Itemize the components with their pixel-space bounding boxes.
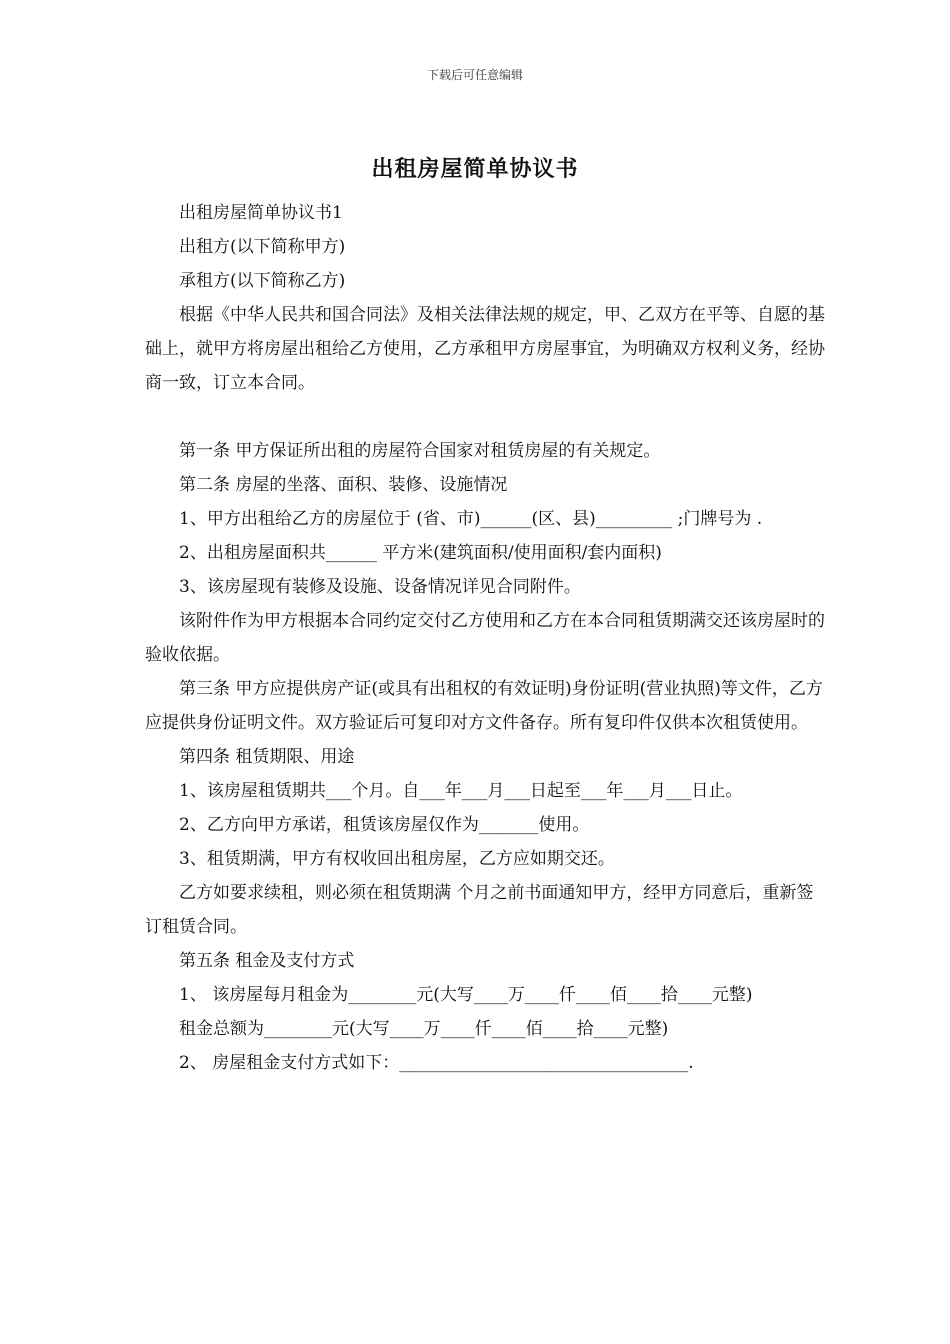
article-2-heading: 第二条 房屋的坐落、面积、装修、设施情况 xyxy=(179,475,508,495)
paragraph: 租金总额为________元(大写____万____仟____佰____拾____元整) xyxy=(179,1019,669,1039)
blank-line xyxy=(145,400,825,434)
paragraph: 出租房屋简单协议书1 xyxy=(179,203,343,223)
paragraph: 3、租赁期满，甲方有权收回出租房屋，乙方应如期交还。 xyxy=(179,849,615,869)
article-5-heading: 第五条 租金及支付方式 xyxy=(179,951,355,971)
paragraph: 出租方(以下简称甲方) xyxy=(179,237,346,257)
paragraph: 3、该房屋现有装修及设施、设备情况详见合同附件。 xyxy=(179,577,581,597)
paragraph: 1、该房屋租赁期共___个月。自___年___月___日起至___年___月___日止。 xyxy=(179,781,743,801)
paragraph: 1、甲方出租给乙方的房屋位于 (省、市)______(区、县)_________ ;门牌号为 . xyxy=(179,509,763,529)
paragraph: 2、 房屋租金支付方式如下：__________________________________. xyxy=(179,1053,694,1073)
header-note: 下载后可任意编辑 xyxy=(426,68,523,82)
document-title: 出租房屋简单协议书 xyxy=(371,156,579,182)
paragraph: 该附件作为甲方根据本合同约定交付乙方使用和乙方在本合同租赁期满交还该房屋时的验收依据。 xyxy=(145,611,825,665)
article-1: 第一条 甲方保证所出租的房屋符合国家对租赁房屋的有关规定。 xyxy=(179,441,661,461)
paragraph: 承租方(以下简称乙方) xyxy=(179,271,346,291)
paragraph: 1、 该房屋每月租金为________元(大写____万____仟____佰____拾____元整) xyxy=(179,985,753,1005)
paragraph: 2、出租房屋面积共______ 平方米(建筑面积/使用面积/套内面积) xyxy=(179,543,662,563)
paragraph: 2、乙方向甲方承诺，租赁该房屋仅作为_______使用。 xyxy=(179,815,590,835)
article-3: 第三条 甲方应提供房产证(或具有出租权的有效证明)身份证明(营业执照)等文件，乙方应提供身份证明文件。双方验证后可复印对方文件备存。所有复印件仅供本次租赁使用。 xyxy=(145,679,823,733)
paragraph: 乙方如要求续租，则必须在租赁期满 个月之前书面通知甲方，经甲方同意后，重新签订租赁合同。 xyxy=(145,883,814,937)
article-4-heading: 第四条 租赁期限、用途 xyxy=(179,747,355,767)
paragraph: 根据《中华人民共和国合同法》及相关法律法规的规定，甲、乙双方在平等、自愿的基础上，就甲方将房屋出租给乙方使用，乙方承租甲方房屋事宜，为明确双方权利义务，经协商一致，订立本合同。 xyxy=(145,305,825,393)
document-body xyxy=(145,196,825,1080)
